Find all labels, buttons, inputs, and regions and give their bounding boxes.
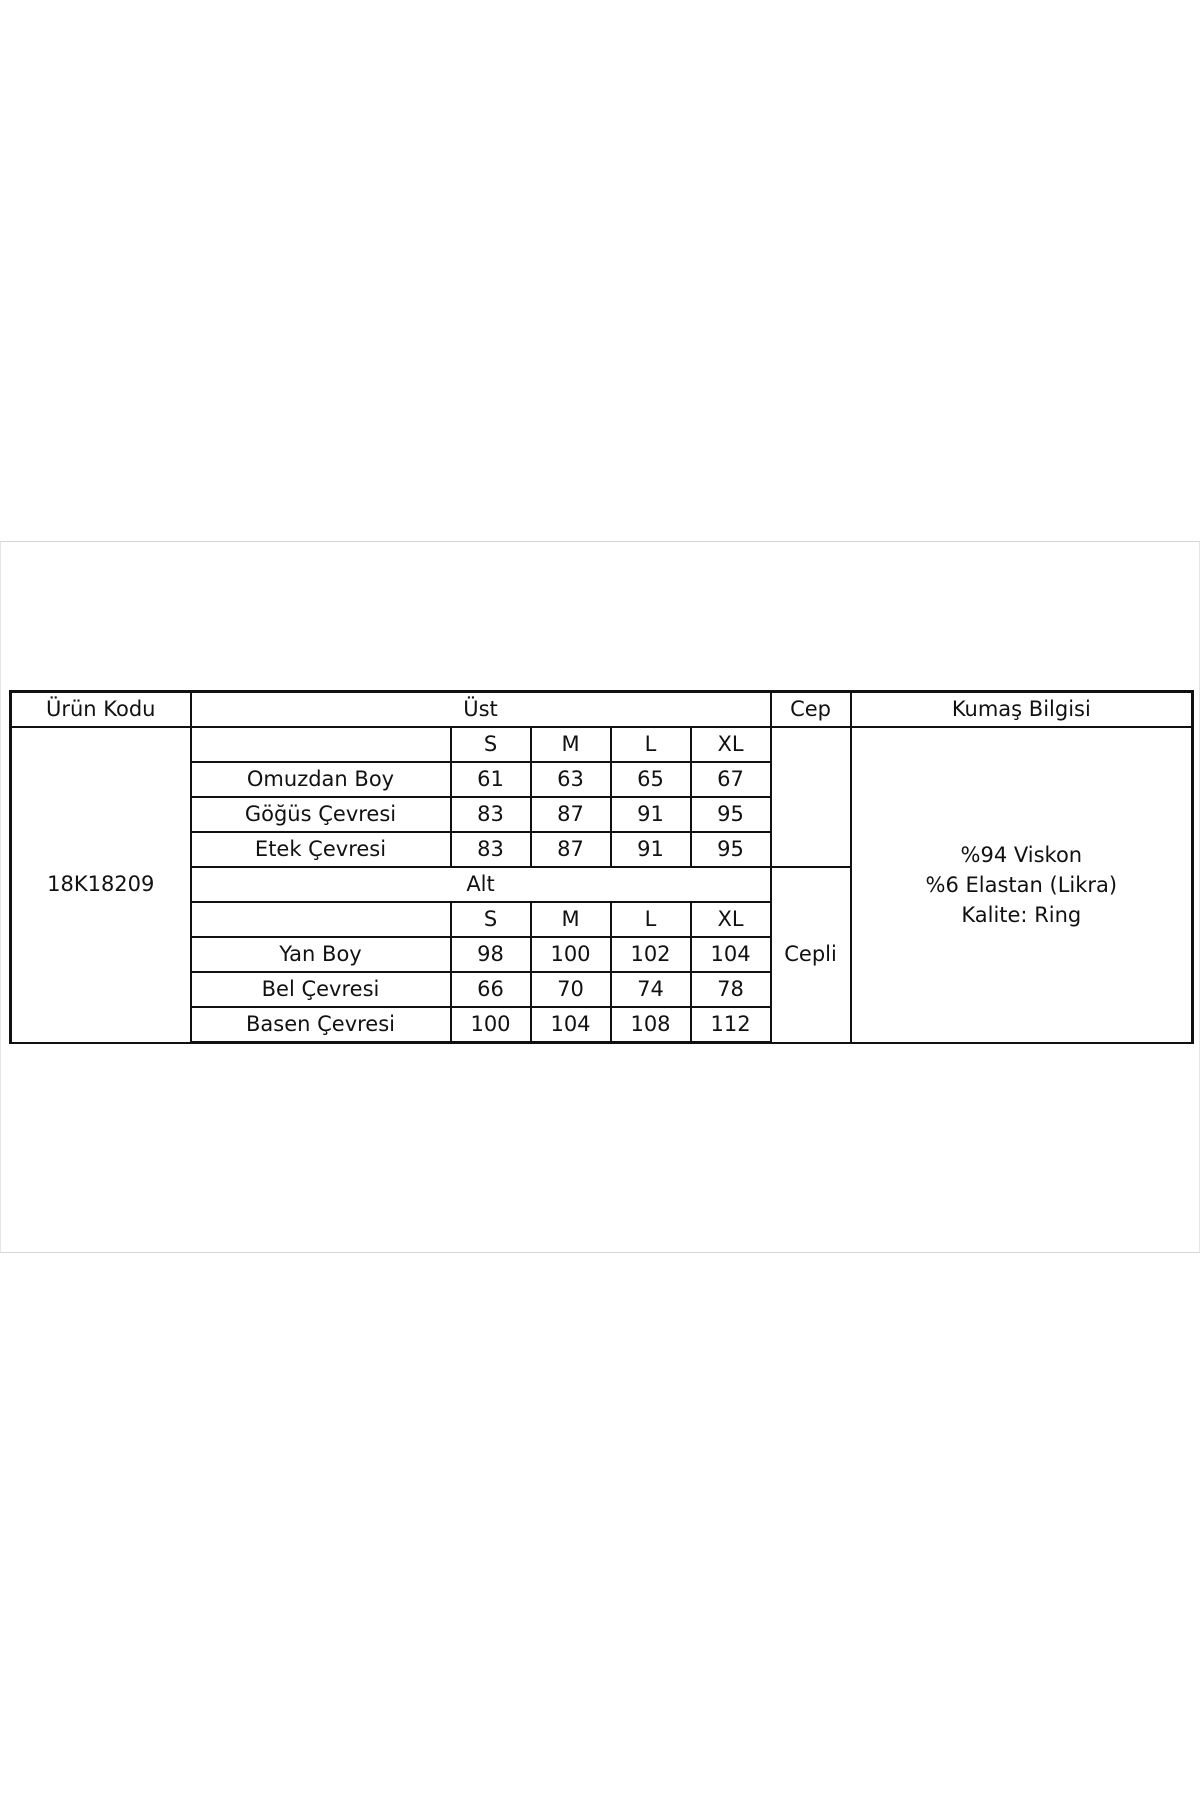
cell-value: 78 [691, 972, 771, 1007]
top-pocket-blank [771, 727, 851, 867]
cell-value: 87 [531, 797, 611, 832]
product-code-value: 18K18209 [11, 727, 191, 1043]
cell-value: 104 [691, 937, 771, 972]
header-row [11, 692, 1193, 728]
top-section-header: Üst [191, 692, 771, 728]
cell-value: 70 [531, 972, 611, 1007]
bottom-size-s: S [451, 902, 531, 937]
fabric-line: Kalite: Ring [961, 902, 1082, 927]
cell-value: 104 [531, 1007, 611, 1043]
top-size-m: M [531, 727, 611, 762]
fabric-line: %94 Viskon [960, 842, 1083, 867]
top-size-xl: XL [691, 727, 771, 762]
row-label: Bel Çevresi [191, 972, 451, 1007]
row-label: Omuzdan Boy [191, 762, 451, 797]
cell-value: 95 [691, 797, 771, 832]
cell-value: 102 [611, 937, 691, 972]
bottom-size-m: M [531, 902, 611, 937]
cell-value: 87 [531, 832, 611, 867]
fabric-info [851, 727, 1193, 1043]
row-label: Etek Çevresi [191, 832, 451, 867]
size-chart-table [9, 690, 1194, 1044]
pocket-header: Cep [771, 692, 851, 728]
bottom-section-header: Alt [191, 867, 771, 902]
cell-value: 83 [451, 832, 531, 867]
bottom-size-l: L [611, 902, 691, 937]
cell-value: 91 [611, 797, 691, 832]
bottom-size-xl: XL [691, 902, 771, 937]
cell-value: 108 [611, 1007, 691, 1043]
cell-value: 67 [691, 762, 771, 797]
cell-value: 83 [451, 797, 531, 832]
cell-value: 66 [451, 972, 531, 1007]
top-sizes-row [11, 727, 1193, 762]
cell-value: 74 [611, 972, 691, 1007]
fabric-line: %6 Elastan (Likra) [925, 872, 1118, 897]
cell-value: 61 [451, 762, 531, 797]
bottom-sizes-label-blank [191, 902, 451, 937]
row-label: Göğüs Çevresi [191, 797, 451, 832]
cell-value: 100 [451, 1007, 531, 1043]
top-sizes-label-blank [191, 727, 451, 762]
cell-value: 98 [451, 937, 531, 972]
cell-value: 65 [611, 762, 691, 797]
pocket-value: Cepli [771, 867, 851, 1043]
cell-value: 63 [531, 762, 611, 797]
top-size-l: L [611, 727, 691, 762]
cell-value: 95 [691, 832, 771, 867]
cell-value: 112 [691, 1007, 771, 1043]
top-size-s: S [451, 727, 531, 762]
row-label: Basen Çevresi [191, 1007, 451, 1043]
product-code-header: Ürün Kodu [11, 692, 191, 728]
cell-value: 91 [611, 832, 691, 867]
fabric-header: Kumaş Bilgisi [851, 692, 1193, 728]
row-label: Yan Boy [191, 937, 451, 972]
cell-value: 100 [531, 937, 611, 972]
